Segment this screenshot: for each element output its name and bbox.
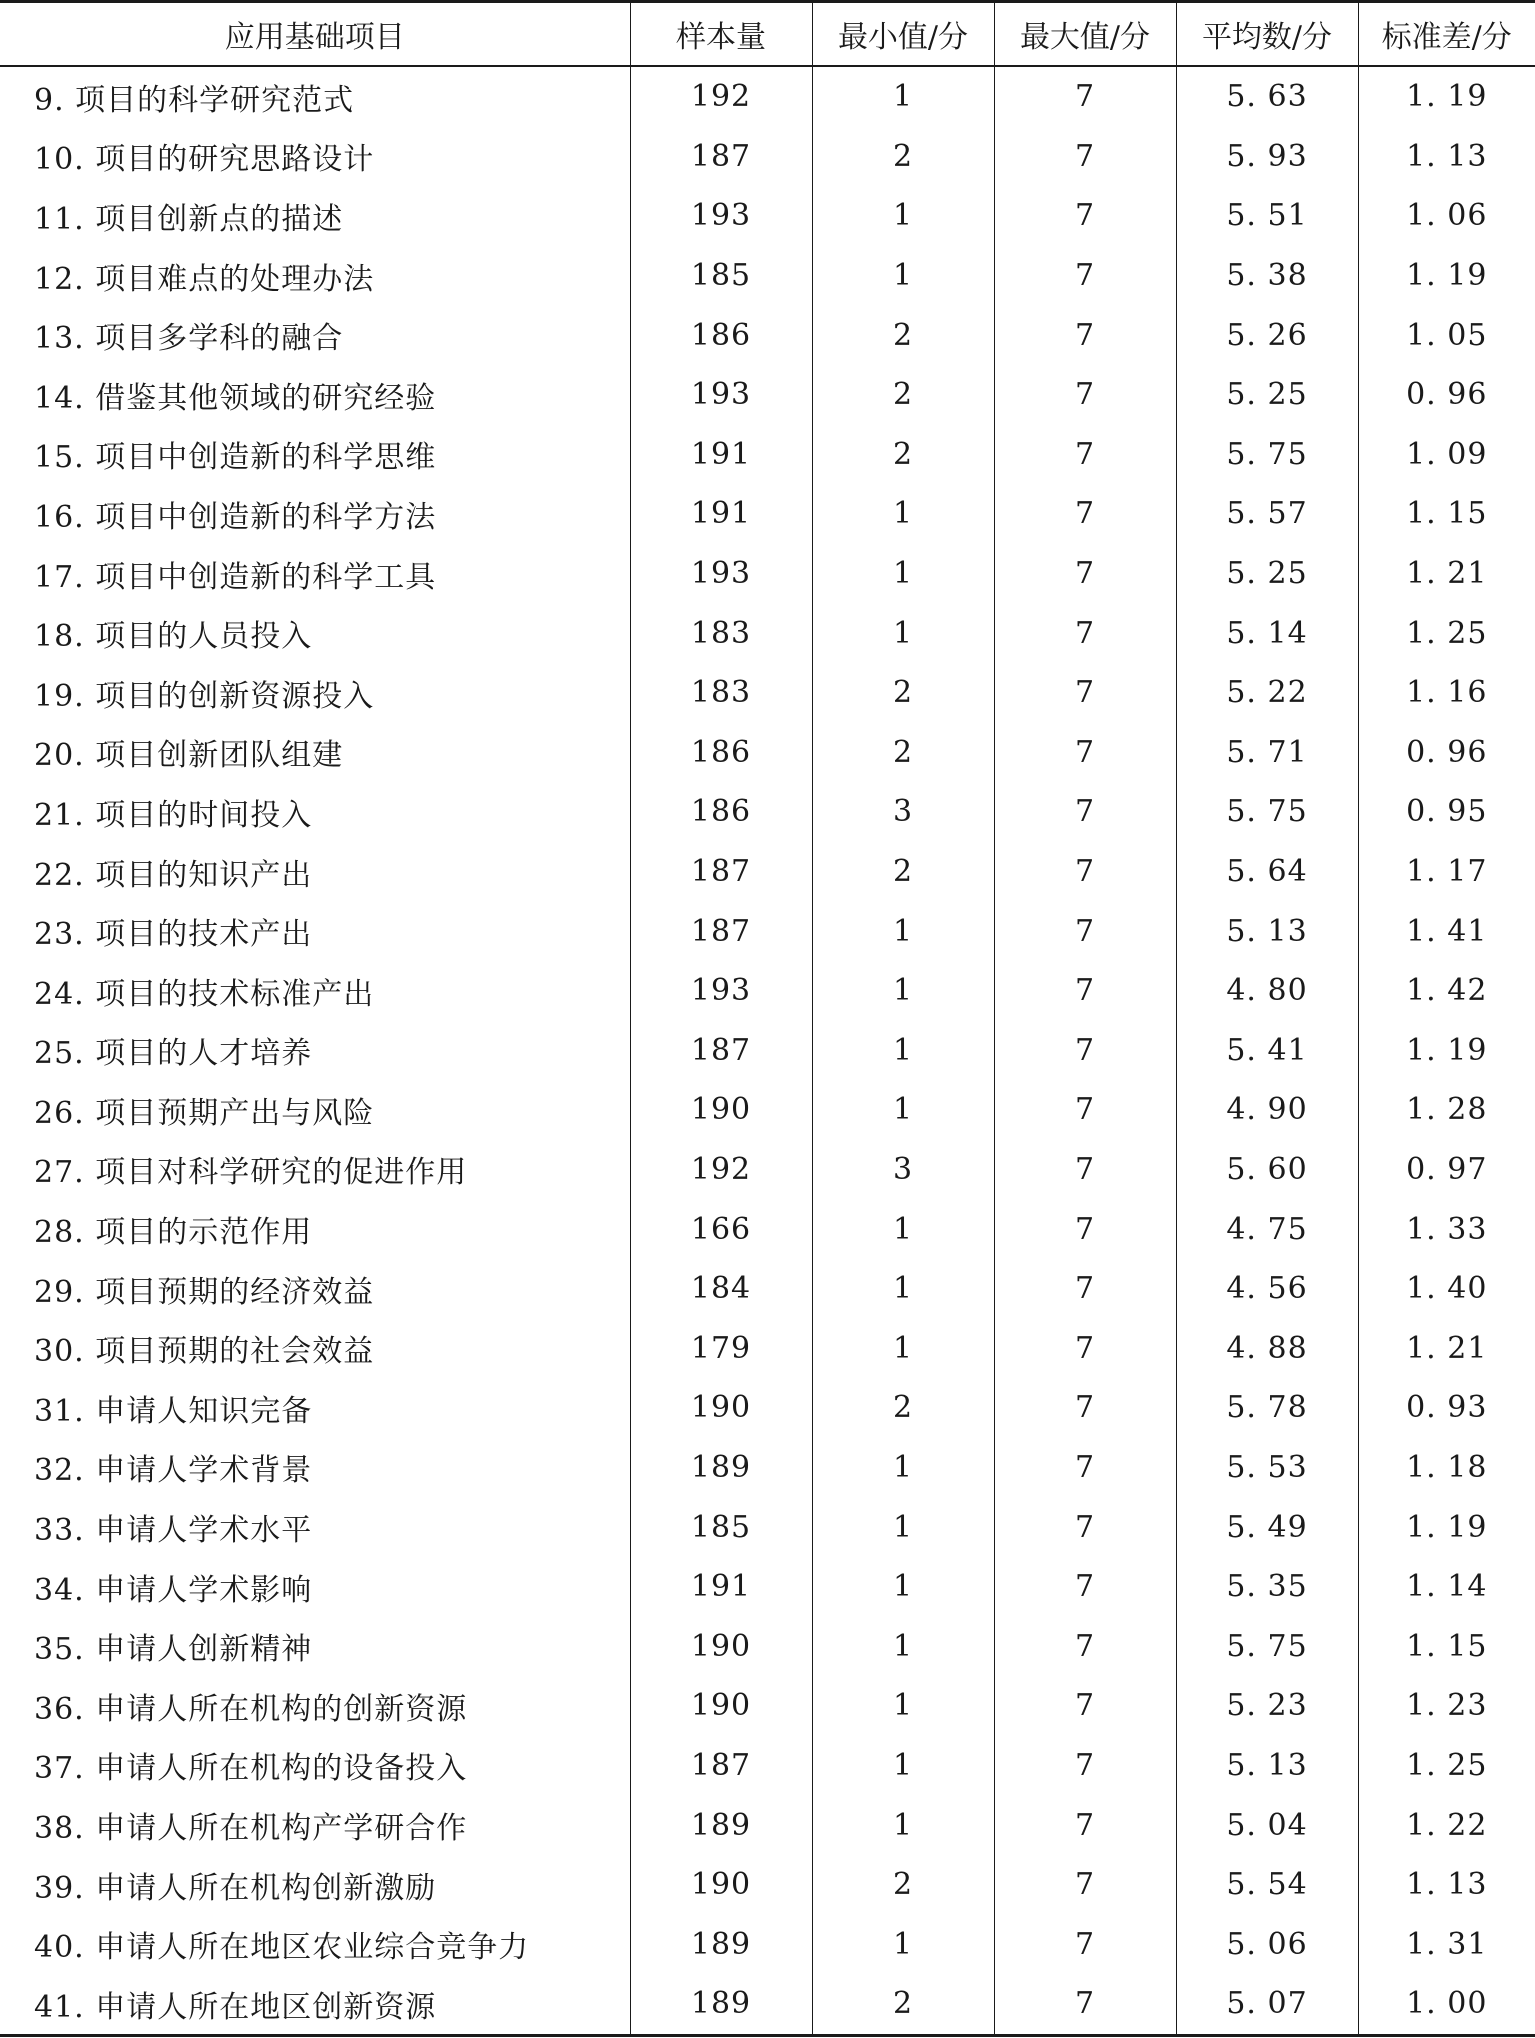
sample-size-cell: 187 bbox=[630, 1021, 812, 1081]
header-sd: 标准差/分 bbox=[1358, 2, 1535, 67]
mean-cell: 5. 41 bbox=[1176, 1021, 1358, 1081]
mean-cell: 4. 75 bbox=[1176, 1199, 1358, 1259]
sd-cell: 1. 15 bbox=[1358, 484, 1535, 544]
table-row bbox=[0, 305, 1535, 365]
table-row bbox=[0, 1676, 1535, 1736]
max-cell: 7 bbox=[994, 246, 1176, 306]
item-name-cell: 20. 项目创新团队组建 bbox=[34, 738, 344, 774]
table-row bbox=[0, 425, 1535, 485]
max-cell: 7 bbox=[994, 1259, 1176, 1319]
sample-size-cell: 189 bbox=[630, 1914, 812, 1974]
item-name-cell: 31. 申请人知识完备 bbox=[34, 1393, 313, 1429]
max-cell: 7 bbox=[994, 186, 1176, 246]
sample-size-cell: 192 bbox=[630, 1140, 812, 1200]
table-row bbox=[0, 246, 1535, 306]
table-row bbox=[0, 365, 1535, 425]
sd-cell: 1. 15 bbox=[1358, 1616, 1535, 1676]
table-header bbox=[0, 2, 1535, 67]
min-cell: 1 bbox=[812, 544, 994, 604]
item-name-cell: 12. 项目难点的处理办法 bbox=[34, 261, 375, 297]
sample-size-cell: 186 bbox=[630, 305, 812, 365]
sample-size-cell: 187 bbox=[630, 842, 812, 902]
table-row bbox=[0, 842, 1535, 902]
item-name-cell: 16. 项目中创造新的科学方法 bbox=[34, 499, 437, 535]
max-cell: 7 bbox=[994, 1795, 1176, 1855]
max-cell: 7 bbox=[994, 901, 1176, 961]
header-max: 最大值/分 bbox=[994, 2, 1176, 67]
sd-cell: 1. 14 bbox=[1358, 1557, 1535, 1617]
header-item: 应用基础项目 bbox=[224, 20, 405, 55]
max-cell: 7 bbox=[994, 1616, 1176, 1676]
sample-size-cell: 190 bbox=[630, 1080, 812, 1140]
table-row bbox=[0, 1736, 1535, 1796]
mean-cell: 5. 57 bbox=[1176, 484, 1358, 544]
table-row bbox=[0, 1140, 1535, 1200]
sample-size-cell: 183 bbox=[630, 603, 812, 663]
sample-size-cell: 166 bbox=[630, 1199, 812, 1259]
mean-cell: 5. 71 bbox=[1176, 723, 1358, 783]
min-cell: 2 bbox=[812, 305, 994, 365]
header-mean: 平均数/分 bbox=[1176, 2, 1358, 67]
sd-cell: 1. 42 bbox=[1358, 961, 1535, 1021]
item-name-cell: 30. 项目预期的社会效益 bbox=[34, 1334, 375, 1370]
mean-cell: 5. 78 bbox=[1176, 1378, 1358, 1438]
min-cell: 1 bbox=[812, 1438, 994, 1498]
sd-cell: 0. 96 bbox=[1358, 723, 1535, 783]
max-cell: 7 bbox=[994, 1378, 1176, 1438]
table-row bbox=[0, 1497, 1535, 1557]
max-cell: 7 bbox=[994, 1676, 1176, 1736]
sample-size-cell: 184 bbox=[630, 1259, 812, 1319]
mean-cell: 5. 93 bbox=[1176, 127, 1358, 187]
mean-cell: 5. 49 bbox=[1176, 1497, 1358, 1557]
table-row bbox=[0, 1438, 1535, 1498]
min-cell: 2 bbox=[812, 663, 994, 723]
sd-cell: 1. 06 bbox=[1358, 186, 1535, 246]
sd-cell: 1. 00 bbox=[1358, 1974, 1535, 2035]
sample-size-cell: 186 bbox=[630, 723, 812, 783]
item-name-cell: 21. 项目的时间投入 bbox=[34, 797, 313, 833]
sd-cell: 1. 21 bbox=[1358, 544, 1535, 604]
item-name-cell: 29. 项目预期的经济效益 bbox=[34, 1274, 375, 1310]
table-row bbox=[0, 1318, 1535, 1378]
mean-cell: 5. 64 bbox=[1176, 842, 1358, 902]
table-row bbox=[0, 544, 1535, 604]
mean-cell: 5. 25 bbox=[1176, 365, 1358, 425]
mean-cell: 5. 35 bbox=[1176, 1557, 1358, 1617]
sample-size-cell: 179 bbox=[630, 1318, 812, 1378]
header-min: 最小值/分 bbox=[812, 2, 994, 67]
item-name-cell: 9. 项目的科学研究范式 bbox=[34, 82, 355, 118]
mean-cell: 4. 80 bbox=[1176, 961, 1358, 1021]
sample-size-cell: 191 bbox=[630, 484, 812, 544]
table-row bbox=[0, 484, 1535, 544]
table-row bbox=[0, 1557, 1535, 1617]
table-row bbox=[0, 1974, 1535, 2035]
sd-cell: 1. 19 bbox=[1358, 1021, 1535, 1081]
sample-size-cell: 189 bbox=[630, 1795, 812, 1855]
table-row bbox=[0, 1855, 1535, 1915]
min-cell: 1 bbox=[812, 1557, 994, 1617]
header-row bbox=[0, 2, 1535, 67]
min-cell: 2 bbox=[812, 365, 994, 425]
sample-size-cell: 192 bbox=[630, 66, 812, 127]
sd-cell: 1. 17 bbox=[1358, 842, 1535, 902]
sample-size-cell: 185 bbox=[630, 246, 812, 306]
table-row bbox=[0, 1080, 1535, 1140]
sample-size-cell: 187 bbox=[630, 127, 812, 187]
sample-size-cell: 190 bbox=[630, 1378, 812, 1438]
mean-cell: 4. 88 bbox=[1176, 1318, 1358, 1378]
table-row bbox=[0, 127, 1535, 187]
min-cell: 1 bbox=[812, 1497, 994, 1557]
item-name-cell: 19. 项目的创新资源投入 bbox=[34, 678, 375, 714]
sd-cell: 1. 09 bbox=[1358, 425, 1535, 485]
sd-cell: 1. 22 bbox=[1358, 1795, 1535, 1855]
sample-size-cell: 189 bbox=[630, 1974, 812, 2035]
mean-cell: 5. 51 bbox=[1176, 186, 1358, 246]
min-cell: 1 bbox=[812, 66, 994, 127]
max-cell: 7 bbox=[994, 365, 1176, 425]
table-body bbox=[0, 66, 1535, 2035]
max-cell: 7 bbox=[994, 1080, 1176, 1140]
sample-size-cell: 191 bbox=[630, 425, 812, 485]
mean-cell: 5. 13 bbox=[1176, 1736, 1358, 1796]
item-name-cell: 11. 项目创新点的描述 bbox=[34, 201, 344, 237]
sample-size-cell: 185 bbox=[630, 1497, 812, 1557]
max-cell: 7 bbox=[994, 782, 1176, 842]
table-row bbox=[0, 186, 1535, 246]
max-cell: 7 bbox=[994, 127, 1176, 187]
min-cell: 2 bbox=[812, 425, 994, 485]
item-name-cell: 35. 申请人创新精神 bbox=[34, 1632, 313, 1668]
max-cell: 7 bbox=[994, 961, 1176, 1021]
item-name-cell: 15. 项目中创造新的科学思维 bbox=[34, 440, 437, 476]
table-row bbox=[0, 1199, 1535, 1259]
item-name-cell: 10. 项目的研究思路设计 bbox=[34, 142, 375, 178]
max-cell: 7 bbox=[994, 1855, 1176, 1915]
max-cell: 7 bbox=[994, 425, 1176, 485]
max-cell: 7 bbox=[994, 1914, 1176, 1974]
min-cell: 3 bbox=[812, 1140, 994, 1200]
max-cell: 7 bbox=[994, 484, 1176, 544]
min-cell: 1 bbox=[812, 961, 994, 1021]
mean-cell: 4. 56 bbox=[1176, 1259, 1358, 1319]
min-cell: 2 bbox=[812, 1974, 994, 2035]
sample-size-cell: 193 bbox=[630, 186, 812, 246]
table-row bbox=[0, 1914, 1535, 1974]
sd-cell: 1. 16 bbox=[1358, 663, 1535, 723]
max-cell: 7 bbox=[994, 544, 1176, 604]
min-cell: 1 bbox=[812, 603, 994, 663]
item-name-cell: 24. 项目的技术标准产出 bbox=[34, 976, 375, 1012]
mean-cell: 5. 13 bbox=[1176, 901, 1358, 961]
max-cell: 7 bbox=[994, 1557, 1176, 1617]
table-row bbox=[0, 1021, 1535, 1081]
min-cell: 2 bbox=[812, 1855, 994, 1915]
sample-size-cell: 191 bbox=[630, 1557, 812, 1617]
mean-cell: 5. 54 bbox=[1176, 1855, 1358, 1915]
sd-cell: 1. 21 bbox=[1358, 1318, 1535, 1378]
item-name-cell: 14. 借鉴其他领域的研究经验 bbox=[34, 380, 437, 416]
mean-cell: 5. 25 bbox=[1176, 544, 1358, 604]
item-name-cell: 37. 申请人所在机构的设备投入 bbox=[34, 1751, 468, 1787]
sd-cell: 1. 13 bbox=[1358, 127, 1535, 187]
item-name-cell: 26. 项目预期产出与风险 bbox=[34, 1095, 375, 1131]
item-name-cell: 17. 项目中创造新的科学工具 bbox=[34, 559, 437, 595]
mean-cell: 5. 60 bbox=[1176, 1140, 1358, 1200]
min-cell: 1 bbox=[812, 1616, 994, 1676]
item-name-cell: 39. 申请人所在机构创新激励 bbox=[34, 1870, 437, 1906]
item-name-cell: 28. 项目的示范作用 bbox=[34, 1215, 313, 1251]
min-cell: 1 bbox=[812, 1914, 994, 1974]
table-row bbox=[0, 1795, 1535, 1855]
sample-size-cell: 189 bbox=[630, 1438, 812, 1498]
max-cell: 7 bbox=[994, 842, 1176, 902]
min-cell: 2 bbox=[812, 127, 994, 187]
sd-cell: 1. 05 bbox=[1358, 305, 1535, 365]
item-name-cell: 32. 申请人学术背景 bbox=[34, 1453, 313, 1489]
item-name-cell: 40. 申请人所在地区农业综合竞争力 bbox=[34, 1930, 530, 1966]
sd-cell: 1. 25 bbox=[1358, 603, 1535, 663]
sd-cell: 0. 95 bbox=[1358, 782, 1535, 842]
min-cell: 3 bbox=[812, 782, 994, 842]
item-name-cell: 34. 申请人学术影响 bbox=[34, 1572, 313, 1608]
mean-cell: 5. 75 bbox=[1176, 425, 1358, 485]
table-row bbox=[0, 723, 1535, 783]
min-cell: 1 bbox=[812, 246, 994, 306]
sd-cell: 1. 23 bbox=[1358, 1676, 1535, 1736]
table-row bbox=[0, 66, 1535, 127]
sd-cell: 1. 31 bbox=[1358, 1914, 1535, 1974]
sd-cell: 0. 96 bbox=[1358, 365, 1535, 425]
sample-size-cell: 190 bbox=[630, 1616, 812, 1676]
mean-cell: 4. 90 bbox=[1176, 1080, 1358, 1140]
min-cell: 1 bbox=[812, 1795, 994, 1855]
mean-cell: 5. 04 bbox=[1176, 1795, 1358, 1855]
min-cell: 2 bbox=[812, 723, 994, 783]
min-cell: 2 bbox=[812, 842, 994, 902]
table-row bbox=[0, 782, 1535, 842]
mean-cell: 5. 75 bbox=[1176, 782, 1358, 842]
sd-cell: 1. 19 bbox=[1358, 1497, 1535, 1557]
sample-size-cell: 183 bbox=[630, 663, 812, 723]
table-row bbox=[0, 961, 1535, 1021]
min-cell: 1 bbox=[812, 1736, 994, 1796]
sample-size-cell: 193 bbox=[630, 365, 812, 425]
min-cell: 1 bbox=[812, 186, 994, 246]
max-cell: 7 bbox=[994, 1318, 1176, 1378]
min-cell: 1 bbox=[812, 1021, 994, 1081]
max-cell: 7 bbox=[994, 305, 1176, 365]
sample-size-cell: 187 bbox=[630, 901, 812, 961]
max-cell: 7 bbox=[994, 1736, 1176, 1796]
item-name-cell: 22. 项目的知识产出 bbox=[34, 857, 313, 893]
mean-cell: 5. 75 bbox=[1176, 1616, 1358, 1676]
table-row bbox=[0, 1378, 1535, 1438]
mean-cell: 5. 22 bbox=[1176, 663, 1358, 723]
max-cell: 7 bbox=[994, 1199, 1176, 1259]
item-name-cell: 18. 项目的人员投入 bbox=[34, 619, 313, 655]
table-row bbox=[0, 603, 1535, 663]
mean-cell: 5. 23 bbox=[1176, 1676, 1358, 1736]
min-cell: 1 bbox=[812, 484, 994, 544]
table-row bbox=[0, 663, 1535, 723]
max-cell: 7 bbox=[994, 723, 1176, 783]
sd-cell: 1. 19 bbox=[1358, 246, 1535, 306]
mean-cell: 5. 38 bbox=[1176, 246, 1358, 306]
sd-cell: 1. 25 bbox=[1358, 1736, 1535, 1796]
mean-cell: 5. 06 bbox=[1176, 1914, 1358, 1974]
sd-cell: 1. 13 bbox=[1358, 1855, 1535, 1915]
mean-cell: 5. 63 bbox=[1176, 66, 1358, 127]
item-name-cell: 27. 项目对科学研究的促进作用 bbox=[34, 1155, 468, 1191]
item-name-cell: 36. 申请人所在机构的创新资源 bbox=[34, 1691, 468, 1727]
mean-cell: 5. 14 bbox=[1176, 603, 1358, 663]
mean-cell: 5. 26 bbox=[1176, 305, 1358, 365]
min-cell: 1 bbox=[812, 1318, 994, 1378]
sd-cell: 1. 18 bbox=[1358, 1438, 1535, 1498]
min-cell: 1 bbox=[812, 1080, 994, 1140]
item-name-cell: 13. 项目多学科的融合 bbox=[34, 321, 344, 357]
item-name-cell: 38. 申请人所在机构产学研合作 bbox=[34, 1811, 468, 1847]
sd-cell: 1. 41 bbox=[1358, 901, 1535, 961]
table-row bbox=[0, 1259, 1535, 1319]
max-cell: 7 bbox=[994, 1438, 1176, 1498]
max-cell: 7 bbox=[994, 1497, 1176, 1557]
min-cell: 2 bbox=[812, 1378, 994, 1438]
sample-size-cell: 190 bbox=[630, 1855, 812, 1915]
table-row bbox=[0, 1616, 1535, 1676]
max-cell: 7 bbox=[994, 663, 1176, 723]
sd-cell: 1. 28 bbox=[1358, 1080, 1535, 1140]
max-cell: 7 bbox=[994, 1021, 1176, 1081]
min-cell: 1 bbox=[812, 901, 994, 961]
header-sample-size: 样本量 bbox=[630, 2, 812, 67]
sample-size-cell: 186 bbox=[630, 782, 812, 842]
sample-size-cell: 193 bbox=[630, 544, 812, 604]
sd-cell: 0. 97 bbox=[1358, 1140, 1535, 1200]
item-name-cell: 25. 项目的人才培养 bbox=[34, 1036, 313, 1072]
item-name-cell: 23. 项目的技术产出 bbox=[34, 917, 313, 953]
table-row bbox=[0, 901, 1535, 961]
max-cell: 7 bbox=[994, 1140, 1176, 1200]
sd-cell: 1. 19 bbox=[1358, 66, 1535, 127]
min-cell: 1 bbox=[812, 1676, 994, 1736]
sd-cell: 0. 93 bbox=[1358, 1378, 1535, 1438]
min-cell: 1 bbox=[812, 1199, 994, 1259]
sample-size-cell: 187 bbox=[630, 1736, 812, 1796]
sd-cell: 1. 33 bbox=[1358, 1199, 1535, 1259]
min-cell: 1 bbox=[812, 1259, 994, 1319]
max-cell: 7 bbox=[994, 1974, 1176, 2035]
sample-size-cell: 193 bbox=[630, 961, 812, 1021]
sd-cell: 1. 40 bbox=[1358, 1259, 1535, 1319]
mean-cell: 5. 07 bbox=[1176, 1974, 1358, 2035]
max-cell: 7 bbox=[994, 66, 1176, 127]
max-cell: 7 bbox=[994, 603, 1176, 663]
mean-cell: 5. 53 bbox=[1176, 1438, 1358, 1498]
item-name-cell: 33. 申请人学术水平 bbox=[34, 1513, 313, 1549]
item-name-cell: 41. 申请人所在地区创新资源 bbox=[34, 1989, 437, 2025]
sample-size-cell: 190 bbox=[630, 1676, 812, 1736]
